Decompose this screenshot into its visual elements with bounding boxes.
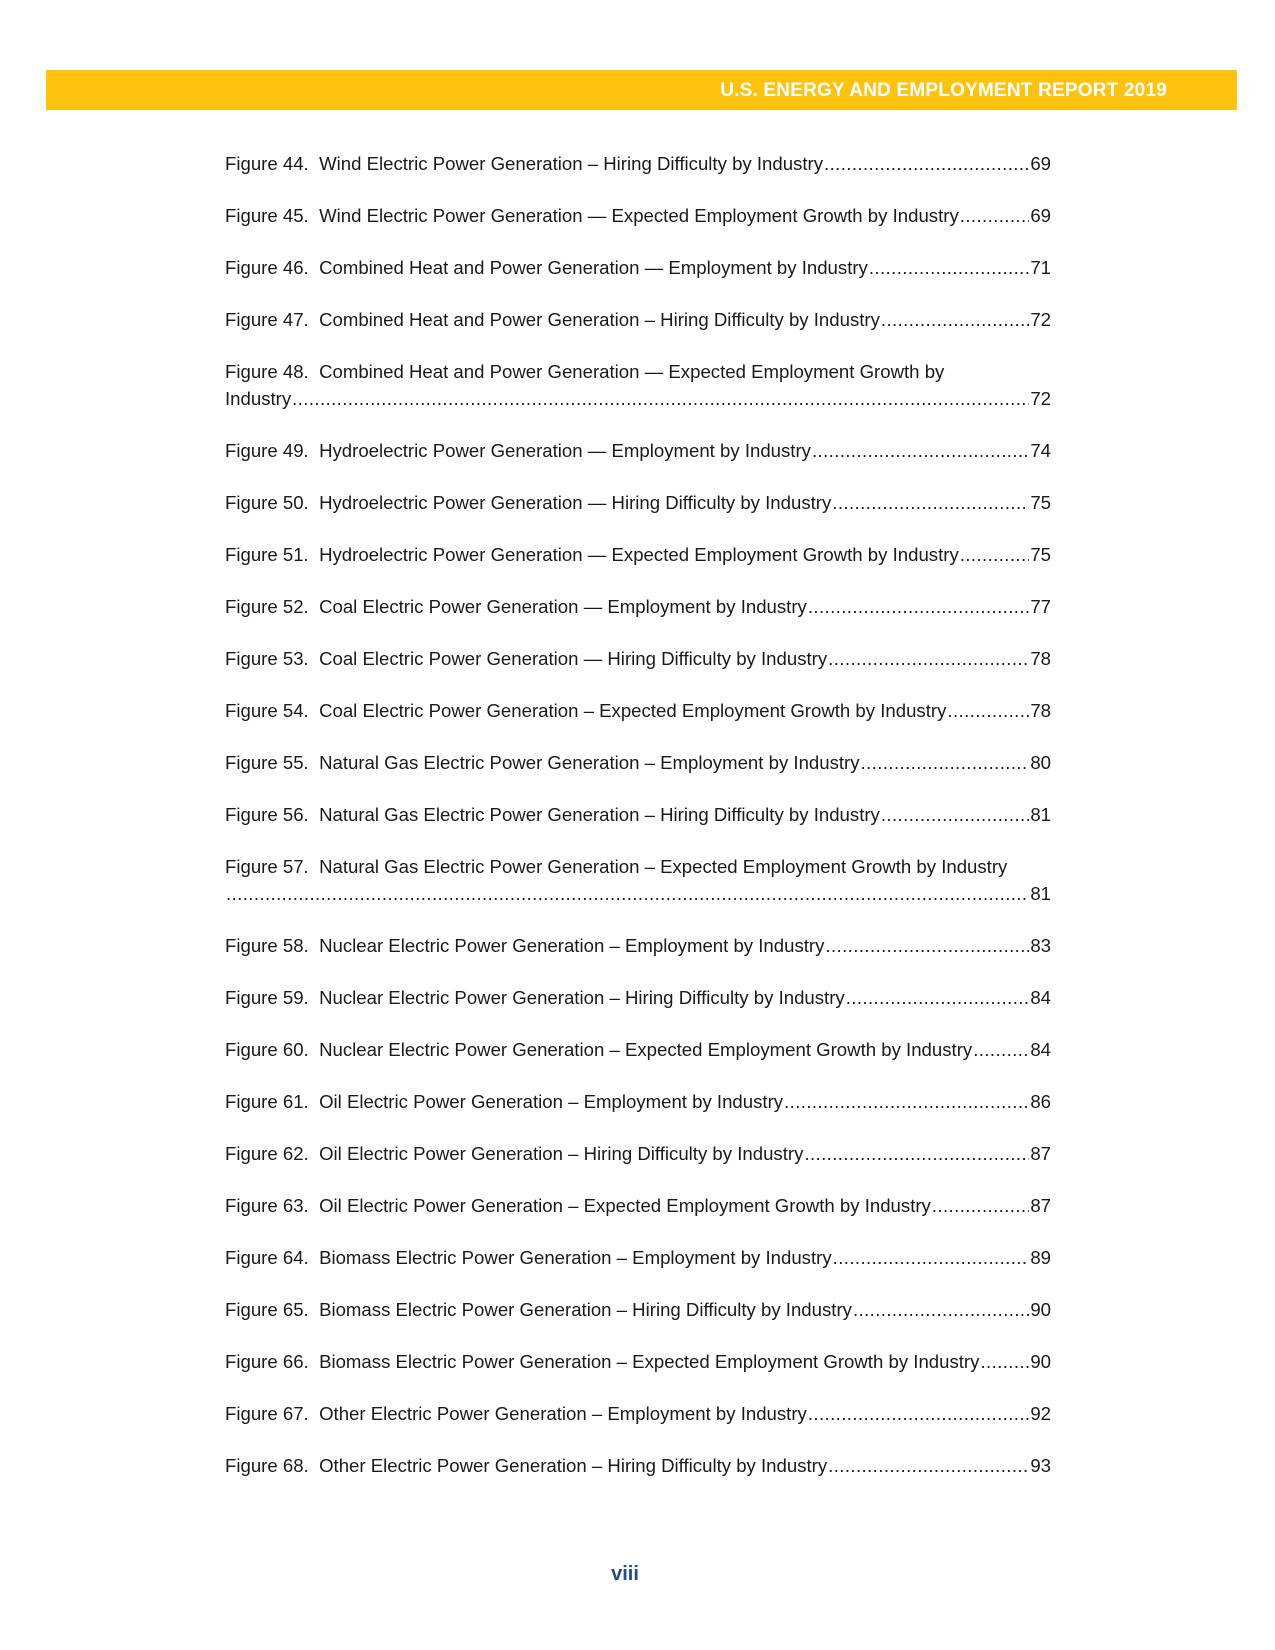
figure-label: Figure 67. xyxy=(225,1403,309,1424)
figure-title: Hydroelectric Power Generation — Expected Employment Growth by Industry xyxy=(319,544,959,565)
toc-entry[interactable] xyxy=(225,1296,1051,1323)
figure-label: Figure 46. xyxy=(225,257,309,278)
figure-label: Figure 59. xyxy=(225,987,309,1008)
page-number: 86 xyxy=(1030,1091,1051,1112)
dot-leader xyxy=(828,1452,1029,1479)
dot-leader xyxy=(824,150,1029,177)
dot-leader xyxy=(960,202,1030,229)
figure-label: Figure 60. xyxy=(225,1039,309,1060)
figure-title: Biomass Electric Power Generation – Expected Employment Growth by Industry xyxy=(319,1351,980,1372)
figure-title: Coal Electric Power Generation — Hiring Difficulty by Industry xyxy=(319,648,828,669)
page-number: 69 xyxy=(1030,153,1051,174)
toc-entry[interactable] xyxy=(225,202,1051,229)
page-number: 69 xyxy=(1030,205,1051,226)
page-number: 84 xyxy=(1030,1039,1051,1060)
figure-title: Biomass Electric Power Generation – Employment by Industry xyxy=(319,1247,832,1268)
page-number: 90 xyxy=(1030,1299,1051,1320)
report-title: U.S. ENERGY AND EMPLOYMENT REPORT 2019 xyxy=(720,80,1167,101)
figure-title: Oil Electric Power Generation – Hiring Difficulty by Industry xyxy=(319,1143,804,1164)
page-number: 87 xyxy=(1030,1143,1051,1164)
toc-entry[interactable] xyxy=(225,541,1051,568)
figure-label: Figure 53. xyxy=(225,648,309,669)
dot-leader xyxy=(881,801,1029,828)
figure-label: Figure 50. xyxy=(225,492,309,513)
figure-title: Hydroelectric Power Generation — Employment by Industry xyxy=(319,440,811,461)
dot-leader xyxy=(881,306,1029,333)
toc-entry[interactable] xyxy=(225,1244,1051,1271)
figure-label: Figure 58. xyxy=(225,935,309,956)
figure-label: Figure 57. xyxy=(225,856,309,877)
toc-entry[interactable] xyxy=(225,984,1051,1011)
page-number: 78 xyxy=(1030,700,1051,721)
toc-entry[interactable] xyxy=(225,1036,1051,1063)
toc-entry[interactable] xyxy=(225,489,1051,516)
figure-title: Combined Heat and Power Generation — Employment by Industry xyxy=(319,257,868,278)
page-number: 78 xyxy=(1030,648,1051,669)
dot-leader xyxy=(808,593,1029,620)
toc-entry[interactable] xyxy=(225,645,1051,672)
dot-leader xyxy=(784,1088,1029,1115)
figure-title: Nuclear Electric Power Generation – Expected Employment Growth by Industry xyxy=(319,1039,973,1060)
figure-title: Natural Gas Electric Power Generation – Employment by Industry xyxy=(319,752,860,773)
dot-leader xyxy=(825,932,1029,959)
dot-leader xyxy=(932,1192,1029,1219)
figure-title: Nuclear Electric Power Generation – Hiring Difficulty by Industry xyxy=(319,987,845,1008)
figure-title-continued: Industry xyxy=(225,388,292,409)
list-of-figures xyxy=(225,150,1051,1504)
page-number: 72 xyxy=(1030,309,1051,330)
page-number: 77 xyxy=(1030,596,1051,617)
dot-leader xyxy=(833,1244,1030,1271)
figure-title: Other Electric Power Generation – Hiring Difficulty by Industry xyxy=(319,1455,828,1476)
figure-label: Figure 54. xyxy=(225,700,309,721)
figure-label: Figure 62. xyxy=(225,1143,309,1164)
figure-label: Figure 49. xyxy=(225,440,309,461)
figure-title: Combined Heat and Power Generation — Expected Employment Growth by xyxy=(319,361,945,382)
toc-entry[interactable] xyxy=(225,697,1051,724)
page-number: 75 xyxy=(1030,492,1051,513)
dot-leader xyxy=(226,880,1029,907)
page-number: 89 xyxy=(1030,1247,1051,1268)
page-number: 92 xyxy=(1030,1403,1051,1424)
page-number: 93 xyxy=(1030,1455,1051,1476)
figure-title: Natural Gas Electric Power Generation – Expected Employment Growth by Industry xyxy=(319,856,1008,877)
dot-leader xyxy=(832,489,1029,516)
page-number: 87 xyxy=(1030,1195,1051,1216)
toc-entry[interactable] xyxy=(225,1140,1051,1167)
dot-leader xyxy=(973,1036,1029,1063)
page-number: 74 xyxy=(1030,440,1051,461)
figure-label: Figure 56. xyxy=(225,804,309,825)
dot-leader xyxy=(869,254,1029,281)
page-number: 90 xyxy=(1030,1351,1051,1372)
figure-label: Figure 63. xyxy=(225,1195,309,1216)
toc-entry[interactable] xyxy=(225,1088,1051,1115)
toc-entry[interactable] xyxy=(225,254,1051,281)
page-number: 80 xyxy=(1030,752,1051,773)
dot-leader xyxy=(853,1296,1029,1323)
figure-title: Nuclear Electric Power Generation – Employment by Industry xyxy=(319,935,825,956)
figure-label: Figure 61. xyxy=(225,1091,309,1112)
dot-leader xyxy=(960,541,1030,568)
dot-leader xyxy=(808,1400,1029,1427)
figure-label: Figure 45. xyxy=(225,205,309,226)
figure-label: Figure 55. xyxy=(225,752,309,773)
toc-entry[interactable] xyxy=(225,801,1051,828)
figure-title: Coal Electric Power Generation – Expected Employment Growth by Industry xyxy=(319,700,947,721)
page-number: 71 xyxy=(1030,257,1051,278)
dot-leader xyxy=(947,697,1029,724)
page-number: 84 xyxy=(1030,987,1051,1008)
figure-title: Wind Electric Power Generation – Hiring Difficulty by Industry xyxy=(319,153,824,174)
toc-entry[interactable] xyxy=(225,1348,1051,1375)
toc-entry[interactable] xyxy=(225,437,1051,464)
dot-leader xyxy=(861,749,1030,776)
figure-label: Figure 64. xyxy=(225,1247,309,1268)
toc-entry[interactable] xyxy=(225,853,1051,907)
figure-label: Figure 65. xyxy=(225,1299,309,1320)
dot-leader xyxy=(812,437,1029,464)
toc-entry[interactable] xyxy=(225,1452,1051,1479)
toc-entry[interactable] xyxy=(225,932,1051,959)
figure-title: Coal Electric Power Generation — Employment by Industry xyxy=(319,596,807,617)
page-number: 81 xyxy=(1030,804,1051,825)
figure-label: Figure 44. xyxy=(225,153,309,174)
toc-entry[interactable] xyxy=(225,358,1051,412)
dot-leader xyxy=(292,385,1029,412)
figure-title: Biomass Electric Power Generation – Hiring Difficulty by Industry xyxy=(319,1299,852,1320)
figure-label: Figure 52. xyxy=(225,596,309,617)
dot-leader xyxy=(846,984,1030,1011)
toc-entry[interactable] xyxy=(225,150,1051,177)
figure-title: Combined Heat and Power Generation – Hiring Difficulty by Industry xyxy=(319,309,880,330)
dot-leader xyxy=(828,645,1029,672)
figure-title: Other Electric Power Generation – Employment by Industry xyxy=(319,1403,807,1424)
toc-entry[interactable] xyxy=(225,1192,1051,1219)
page-number: 83 xyxy=(1030,935,1051,956)
page-number: 81 xyxy=(1030,883,1051,904)
figure-title: Wind Electric Power Generation — Expected Employment Growth by Industry xyxy=(319,205,959,226)
dot-leader xyxy=(804,1140,1029,1167)
header-band xyxy=(46,70,1237,110)
toc-entry[interactable] xyxy=(225,749,1051,776)
figure-title: Oil Electric Power Generation – Employment by Industry xyxy=(319,1091,784,1112)
toc-entry[interactable] xyxy=(225,306,1051,333)
dot-leader xyxy=(980,1348,1029,1375)
figure-label: Figure 51. xyxy=(225,544,309,565)
page-number: 75 xyxy=(1030,544,1051,565)
toc-entry[interactable] xyxy=(225,1400,1051,1427)
figure-label: Figure 48. xyxy=(225,361,309,382)
figure-title: Hydroelectric Power Generation — Hiring Difficulty by Industry xyxy=(319,492,832,513)
figure-label: Figure 47. xyxy=(225,309,309,330)
figure-title: Oil Electric Power Generation – Expected Employment Growth by Industry xyxy=(319,1195,931,1216)
toc-entry[interactable] xyxy=(225,593,1051,620)
figure-label: Figure 68. xyxy=(225,1455,309,1476)
figure-label: Figure 66. xyxy=(225,1351,309,1372)
page-footer-number: viii xyxy=(611,1563,639,1585)
page-number: 72 xyxy=(1030,388,1051,409)
figure-title: Natural Gas Electric Power Generation – Hiring Difficulty by Industry xyxy=(319,804,880,825)
